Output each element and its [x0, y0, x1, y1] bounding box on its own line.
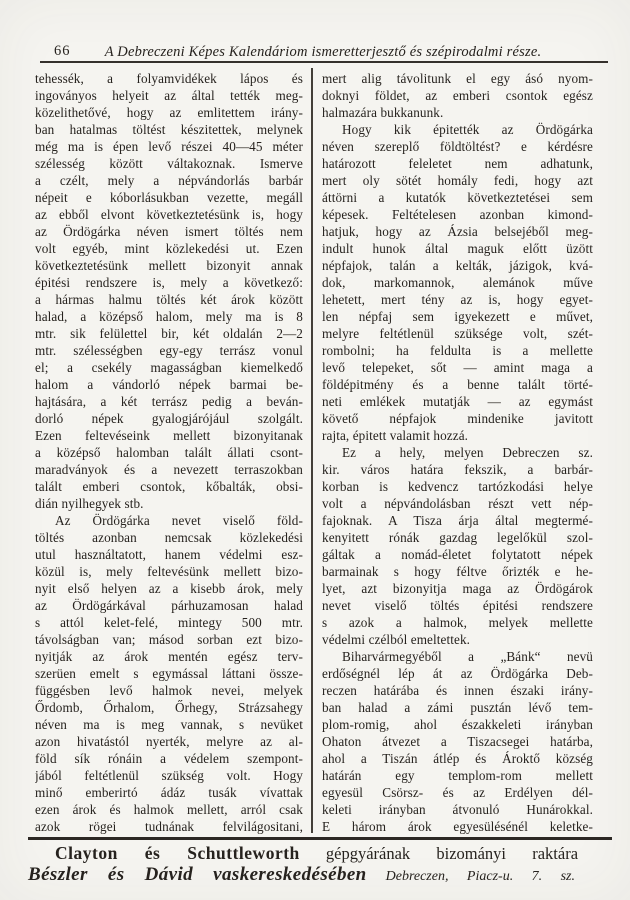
text-line: volt a népvándolásban részt vett nép- [322, 496, 593, 511]
store-address: Debreczen, Piacz-u. 7. sz. [385, 869, 575, 884]
text-line: dián nyilhegyek stb. [35, 496, 144, 511]
text-line: Biharvármegyéből a „Bánk“ nevü [342, 649, 593, 664]
text-line: a középső halomban talált állati csont- [35, 445, 303, 460]
text-line: melyre feltétlenül szüksége volt, szét- [322, 326, 593, 341]
page-header [40, 43, 606, 61]
text-line: az ebből elvont következtetésünk is, hogy [35, 207, 303, 222]
text-line: távolságban van; másod sorban ezt bizo- [35, 632, 303, 647]
text-line: hajtására, a két terrász pedig a beván- [35, 394, 303, 409]
store-name: Bészler és Dávid vaskereskedésében [28, 864, 367, 885]
text-line: ingoványos helyeit az által tették meg- [35, 88, 303, 103]
text-line: Ez a hely, melyen Debreczen sz. [342, 445, 593, 460]
header-rule [40, 61, 608, 63]
text-line: volt egyéb, mint közlekedési ut. Ezen [35, 241, 303, 256]
text-line: halom a vándorló népek barmai be- [35, 377, 303, 392]
text-line: halmazára bukkanunk. [322, 105, 444, 120]
text-line: dorló népek gyalogjárójául szolgált. [35, 411, 303, 426]
text-line: határozott feleletet nem adhatunk, [322, 156, 593, 171]
text-line: határán egy templom-rom mellett [322, 768, 593, 783]
text-line: s attól kelet-felé, mintegy 500 mtr. [35, 615, 303, 630]
text-line: indult hunok által maguk előtt üzött [322, 241, 593, 256]
text-line: E három árok egyesülésénél keletke- [322, 819, 593, 834]
text-line: néven szereplő földtöltést? e kérdésre [322, 139, 593, 154]
text-line: azok rögei tudnának felvilágositani, [35, 819, 303, 834]
text-line: mert oly sötét homály fedi, hogy azt [322, 173, 593, 188]
text-line: ezen árok és halmok mellett, arról csak [35, 802, 303, 817]
text-line: halad, a középső halom, mely ma is 8 [35, 309, 303, 324]
text-line: rajta, épitett valamit hozzá. [322, 428, 469, 443]
left-text-column [35, 70, 303, 835]
text-line: néven ma is meg vannak, s nevüket [35, 717, 303, 732]
text-line: minő emberirtó ádáz tusák vívattak [35, 785, 303, 800]
text-line: népfajok, talán a kelták, jázigok, kvá- [322, 258, 593, 273]
text-line: nevet viselő töltés épitési rendszere [322, 598, 593, 613]
text-line: népeit e kóborlásukban vezette, megáll [35, 190, 303, 205]
text-line: az Ördögárkával párhuzamosan halad [35, 598, 303, 613]
text-line: dok, markomannok, alemánok műve [322, 275, 593, 290]
text-line: maradványok és a nevezett terraszokban [35, 462, 303, 477]
text-line: keleti irányban átvonuló Hunárokkal. [322, 802, 593, 817]
text-line: áttörni a kutatók következtetései sem [322, 190, 593, 205]
text-line: szerüen emelt s egymással láttani össze- [35, 666, 303, 681]
text-line: hatjuk, hogy az Ázsia belsejéből meg- [322, 224, 593, 239]
text-line: barmainak s hogy féltve őrizték e he- [322, 564, 593, 579]
text-line: rombolni; ha feldulta is a mellette [322, 343, 593, 358]
text-line: Ohaton átvezet a Tiszacsegei határba, [322, 734, 593, 749]
text-line: ban hatalmas töltést készitettek, melynek [35, 122, 303, 137]
text-line: len népfaj sem igyekezett e művet, [322, 309, 593, 324]
text-line: még ma is épen levő részei 40—45 méter [35, 139, 303, 154]
text-line: földépitmény és a benne talált törté- [322, 377, 593, 392]
machine-factory-name: Clayton és Schuttleworth [55, 843, 300, 863]
text-line: plom-romig, ahol északkeleti irányban [322, 717, 593, 732]
text-line: közül is, mely feltevésünk mellett bizo- [35, 564, 303, 579]
text-line: ban halad a zámi pusztán lévő tem- [322, 700, 593, 715]
text-line: a hármas halmu töltés két árok között [35, 292, 303, 307]
text-line: mtr. szélességben egy-egy terrász vonul [35, 343, 303, 358]
page-number: 66 [54, 43, 71, 59]
text-line: az Ördögárka néven ismert töltés nem [35, 224, 303, 239]
text-line: egyesül Csörsz- és az Erdélyen dél- [322, 785, 593, 800]
text-line: korban is kedvencz tartózkodási helye [322, 479, 593, 494]
text-line: nyit első helyen az a kisebb árok, mely [35, 581, 303, 596]
text-line: képesek. Feltételesen azonban kimond- [322, 207, 593, 222]
right-text-column [322, 70, 593, 835]
text-line: kenyitett rónák gazdag legelőkül szol- [322, 530, 593, 545]
text-line: Hogy kik épitették az Ördögárka [342, 122, 593, 137]
running-title: A Debreczeni Képes Kalendáriom ismeretterjesztő és szépirodalmi része. [104, 44, 542, 60]
text-line: lehetett, mert tény az is, hogy egyet- [322, 292, 593, 307]
text-line: fajoknak. A Tisza árja által megtermé- [322, 513, 593, 528]
text-line: épitési rendszere is, mely a következő: [35, 275, 303, 290]
text-line: gáltak a nomád-életet folytatott népek [322, 547, 593, 562]
text-columns [35, 70, 593, 835]
text-line: közelithetővé, hogy az emlitettem irány- [35, 105, 303, 120]
footer-rule [28, 837, 612, 840]
text-line: követő népfajok mindenike javitott [322, 411, 593, 426]
text-line: erdőségnél lép át az Ördögárka Deb- [322, 666, 593, 681]
text-line: azon hivatástól nyerték, melyre az al- [35, 734, 303, 749]
text-line: töltés azonban nemcsak közlekedési [35, 530, 303, 545]
ad-line-factory [55, 843, 578, 863]
text-line: s azok a halmok, melyek mellette [322, 615, 593, 630]
text-line: védelmi czélból emeltettek. [322, 632, 471, 647]
text-line: doknyi földet, az emberi csontok egész [322, 88, 593, 103]
text-line: talált emberi csontok, kőbalták, obsi- [35, 479, 303, 494]
factory-depot-text: gépgyárának bizományi raktára [325, 844, 579, 863]
text-line: ahol a Tiszán átlép és Ároktő község [322, 751, 593, 766]
text-line: Őrdomb, Őrhalom, Őrhegy, Strázsahegy [35, 700, 303, 715]
text-line: föld sík rónáin a védelem szempont- [35, 751, 303, 766]
text-line: mtr. sik felülettel bir, két oldalán 2—2 [35, 326, 303, 341]
text-line: neti emlékek mutatják — az egymást [322, 394, 593, 409]
text-line: következtetésünk mellett bizonyit annak [35, 258, 303, 273]
text-line: kir. város határa fekszik, a barbár- [322, 462, 593, 477]
text-line: Az Ördögárka nevet viselő föld- [55, 513, 303, 528]
text-line: reczen határába és innen északi irány- [322, 683, 593, 698]
text-line: nyitják az árok mentén egész terv- [35, 649, 303, 664]
text-line: lyet, azt bizonyitja maga az Ördögárok [322, 581, 593, 596]
ad-line-store [28, 863, 575, 887]
text-line: jából feltétlenül szükség volt. Hogy [35, 768, 303, 783]
text-line: a czélt, mely a népvándorlás barbár [35, 173, 303, 188]
text-line: levő telepeket, sőt — amint maga a [322, 360, 593, 375]
text-line: mert alig távolitunk el egy ásó nyom- [322, 71, 593, 86]
text-line: szélesség között váltakoznak. Ismerve [35, 156, 303, 171]
text-line: utul használtatott, hanem védelmi esz- [35, 547, 303, 562]
text-line: el; a csekély magasságban kiemelkedő [35, 360, 303, 375]
text-line: Ezen feltevéseink mellett bizonyitanak [35, 428, 303, 443]
column-divider-rule [311, 68, 313, 833]
text-line: tehessék, a folyamvidékek lápos és [35, 71, 303, 86]
text-line: függésben levő halmok nevei, melyek [35, 683, 303, 698]
